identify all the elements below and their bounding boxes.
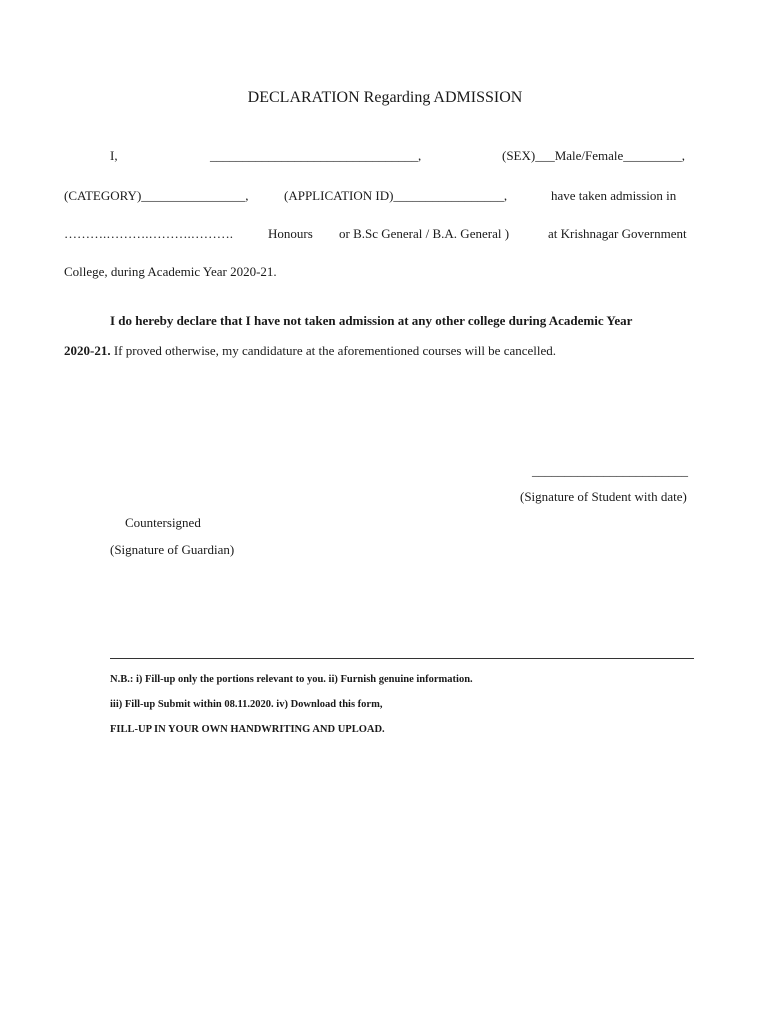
admission-text: have taken admission in: [551, 188, 677, 203]
name-blank: ________________________________,: [210, 148, 422, 163]
student-signature-label: (Signature of Student with date): [520, 489, 687, 504]
declaration-year: 2020-21.: [64, 343, 111, 358]
sex-field: (SEX)___Male/Female_________,: [502, 148, 686, 163]
countersigned-label: Countersigned: [125, 515, 201, 530]
declarant-label: I,: [110, 148, 118, 163]
course-blank: ……….……….……….……….: [64, 226, 233, 241]
nb-line-3: FILL-UP IN YOUR OWN HANDWRITING AND UPLOAD.: [110, 724, 385, 735]
nb-line-2: iii) Fill-up Submit within 08.11.2020. iv) Download this form,: [110, 699, 383, 710]
document-title: DECLARATION Regarding ADMISSION: [247, 89, 523, 106]
application-id-field: (APPLICATION ID)_________________,: [284, 188, 508, 203]
category-field: (CATEGORY)________________,: [64, 188, 249, 203]
student-signature-line: ________________________: [532, 463, 688, 478]
nb-line-1: N.B.: i) Fill-up only the portions relevant to you. ii) Furnish genuine information.: [110, 674, 473, 685]
divider-line: [110, 658, 694, 659]
college-text: at Krishnagar Government: [548, 226, 687, 241]
general-course-text: or B.Sc General / B.A. General ): [339, 226, 510, 241]
declaration-statement: I do hereby declare that I have not taken admission at any other college during Academic Year: [110, 313, 633, 328]
declaration-consequence: If proved otherwise, my candidature at the aforementioned courses will be cancelled.: [113, 343, 557, 358]
guardian-signature-label: (Signature of Guardian): [110, 542, 235, 557]
honours-text: Honours: [268, 226, 313, 241]
declaration-continuation: [64, 343, 556, 359]
academic-year-text: College, during Academic Year 2020-21.: [64, 264, 277, 279]
